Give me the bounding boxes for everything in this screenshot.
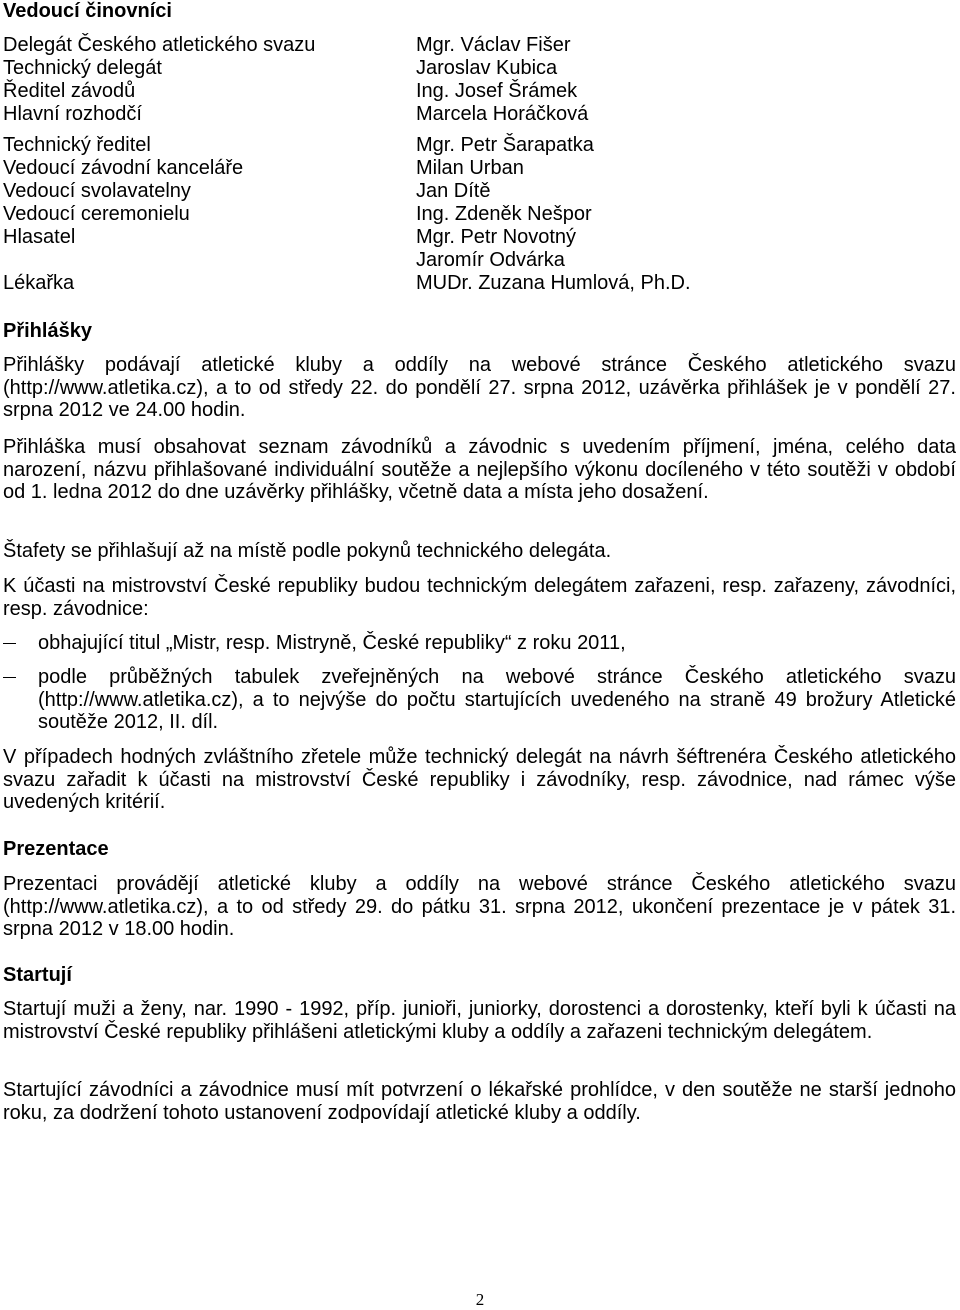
official-name: Mgr. Petr Šarapatka xyxy=(416,134,594,156)
official-name: Jaromír Odvárka xyxy=(416,249,565,271)
starters-paragraph: Startují muži a ženy, nar. 1990 - 1992, příp. junioři, juniorky, dorostenci a dorostenky, kteří byli k účasti na mistrovství České republiky přihlášeni atletickými kluby a oddíly a zařazeni technickým delegátem. xyxy=(3,998,956,1043)
role-item: Hlavní rozhodčí xyxy=(3,103,142,125)
official-name: Ing. Josef Šrámek xyxy=(416,80,578,102)
role-item: Technický delegát xyxy=(3,57,162,79)
spacer xyxy=(3,126,393,134)
relays-paragraph: Štafety se přihlašují až na místě podle pokynů technického delegáta. xyxy=(3,540,612,562)
role-item: Vedoucí svolavatelny xyxy=(3,180,191,202)
officials-name-list xyxy=(416,34,816,295)
entries-paragraph: Přihlášky podávají atletické kluby a oddíly na webové stránce Českého atletického svazu (http://www.atletika.cz), a to od středy 22. do pondělí 27. srpna 2012, uzávěrka přihlášek je v pondělí 27. srpna 2012 ve 24.00 hodin. xyxy=(3,354,956,421)
role-item: Ředitel závodů xyxy=(3,80,136,102)
official-name: Mgr. Václav Fišer xyxy=(416,34,571,56)
role-item: Hlasatel xyxy=(3,226,76,248)
bullet-text: obhajující titul „Mistr, resp. Mistryně, České republiky“ z roku 2011, xyxy=(38,632,626,654)
special-cases-paragraph: V případech hodných zvláštního zřetele může technický delegát na návrh šéftrenéra Českého atletického svazu zařadit k účasti na mistrovství České republiky i závodníky, resp. závodnice, nad rámec výše uvedených kritérií. xyxy=(3,746,956,813)
official-name: Marcela Horáčková xyxy=(416,103,589,125)
medical-paragraph: Startující závodníci a závodnice musí mít potvrzení o lékařské prohlídce, v den soutěže ne starší jednoho roku, za dodržení tohoto ustanovení zodpovídají atletické kluby a oddíly. xyxy=(3,1079,956,1124)
role-item: Vedoucí závodní kanceláře xyxy=(3,157,244,179)
bullet-text: podle průběžných tabulek zveřejněných na webové stránce Českého atletického svazu (http://www.atletika.cz), a to nejvýše do počtu startujících uvedeného na straně 49 brožury Atletické soutěže 2012, II. díl. xyxy=(38,666,956,733)
bullet-item xyxy=(3,632,956,655)
presentation-paragraph: Prezentaci provádějí atletické kluby a oddíly na webové stránce Českého atletického svazu (http://www.atletika.cz), a to od středy 29. do pátku 31. srpna 2012, ukončení prezentace je v pátek 31. srpna 2012 v 18.00 hodin. xyxy=(3,873,956,940)
official-name: Mgr. Petr Novotný xyxy=(416,226,577,248)
official-name: Milan Urban xyxy=(416,157,524,179)
entries-content-paragraph: Přihláška musí obsahovat seznam závodníků a závodnic s uvedením příjmení, jména, celého data narození, názvu přihlašované individuální soutěže a nejlepšího výkonu docíleného v této soutěži v období od 1. ledna 2012 do dne uzávěrky přihlášky, včetně data a místa jeho dosažení. xyxy=(3,436,956,503)
presentation-heading: Prezentace xyxy=(3,838,109,860)
role-item: Lékařka xyxy=(3,272,75,294)
official-name: MUDr. Zuzana Humlová, Ph.D. xyxy=(416,272,691,294)
role-item: Vedoucí ceremonielu xyxy=(3,203,190,225)
officials-role-list xyxy=(3,34,393,295)
role-item xyxy=(3,249,393,272)
entries-heading: Přihlášky xyxy=(3,320,92,342)
page-number: 2 xyxy=(475,1290,485,1309)
officials-heading: Vedoucí činovníci xyxy=(3,0,172,22)
role-item: Delegát Českého atletického svazu xyxy=(3,34,316,56)
official-name: Jan Dítě xyxy=(416,180,491,202)
starters-heading: Startují xyxy=(3,964,72,986)
role-item: Technický ředitel xyxy=(3,134,151,156)
official-name: Ing. Zdeněk Nešpor xyxy=(416,203,592,225)
official-name: Jaroslav Kubica xyxy=(416,57,558,79)
dash-bullet-icon xyxy=(3,677,16,678)
dash-bullet-icon xyxy=(3,643,16,644)
spacer xyxy=(416,126,816,134)
selection-paragraph: K účasti na mistrovství České republiky budou technickým delegátem zařazeni, resp. zařazeny, závodníci, resp. závodnice: xyxy=(3,575,956,620)
bullet-item xyxy=(3,666,956,734)
